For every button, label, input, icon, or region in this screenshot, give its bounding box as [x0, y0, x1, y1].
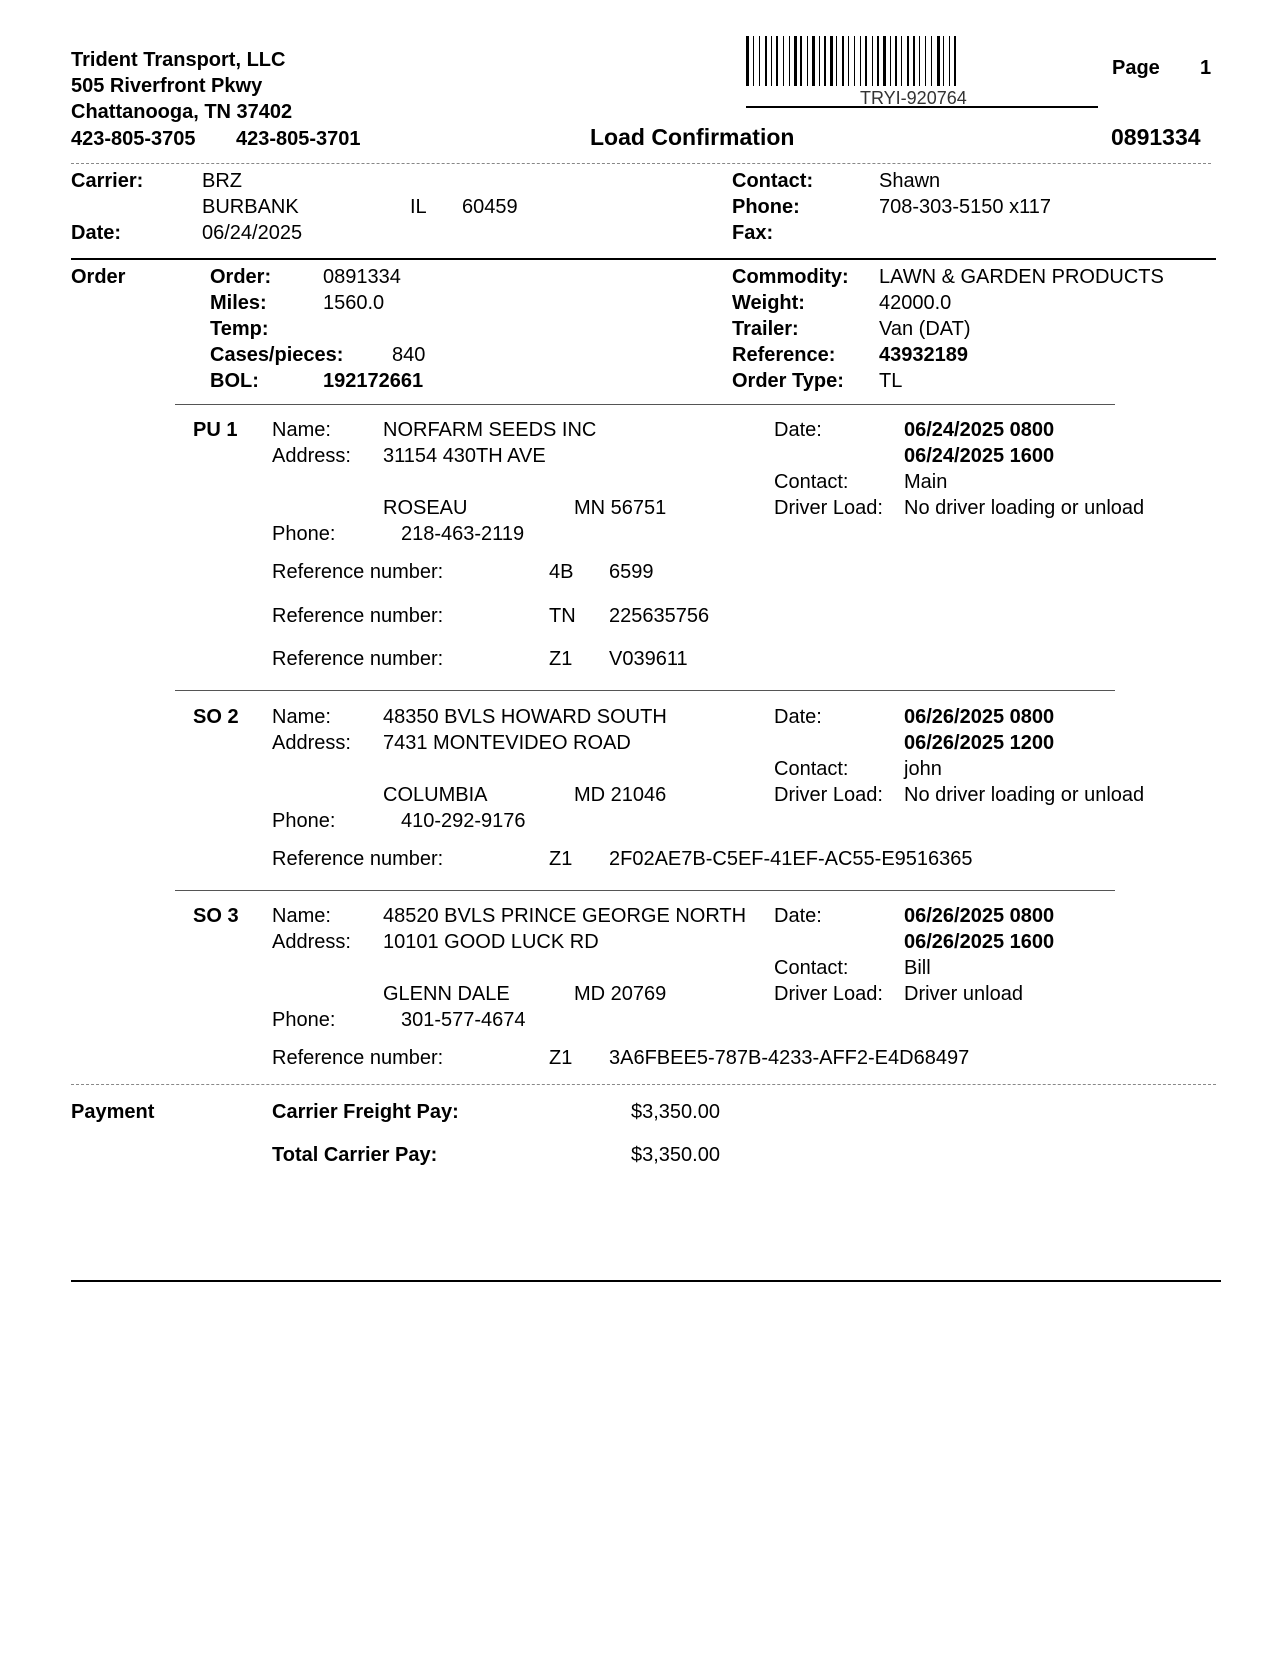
reference-qualifier: Z1 [549, 848, 573, 870]
stop-code: SO 2 [193, 706, 239, 728]
page-label: Page [1112, 57, 1160, 79]
reference-qualifier: 4B [549, 561, 574, 583]
cases-label: Cases/pieces: [210, 344, 344, 366]
stop-code: PU 1 [193, 419, 238, 441]
contact-label: Contact: [732, 170, 814, 192]
date-label: Date: [774, 419, 822, 441]
total-pay-label: Total Carrier Pay: [272, 1144, 438, 1166]
stop-name: NORFARM SEEDS INC [383, 419, 597, 441]
carrier-phone: 708-303-5150 x117 [879, 196, 1051, 218]
stop-date-start: 06/26/2025 0800 [904, 706, 1055, 728]
barcode [746, 36, 1098, 86]
order-label: Order: [210, 266, 272, 288]
stop-date-end: 06/26/2025 1600 [904, 931, 1055, 953]
date-label: Date: [774, 905, 822, 927]
document-title: Load Confirmation [590, 124, 795, 150]
reference-value: 225635756 [609, 605, 710, 627]
payment-divider [71, 1084, 1216, 1085]
stop-date-start: 06/26/2025 0800 [904, 905, 1055, 927]
date-label: Date: [71, 222, 122, 244]
contact-label: Contact: [774, 957, 849, 979]
carrier-code: BRZ [202, 170, 242, 192]
stop-driver-load: Driver unload [904, 983, 1023, 1005]
order-section-label: Order [71, 266, 126, 288]
driver-load-label: Driver Load: [774, 784, 883, 806]
trailer-label: Trailer: [732, 318, 799, 340]
date-label: Date: [774, 706, 822, 728]
footer-divider [71, 1280, 1221, 1282]
phone-label: Phone: [272, 1009, 336, 1031]
stop-date-end: 06/26/2025 1200 [904, 732, 1055, 754]
order-type-label: Order Type: [732, 370, 844, 392]
carrier-date: 06/24/2025 [202, 222, 303, 244]
trailer-value: Van (DAT) [879, 318, 971, 340]
reference-qualifier: Z1 [549, 1047, 573, 1069]
stop-phone: 410-292-9176 [401, 810, 526, 832]
reference-number-label: Reference number: [272, 605, 444, 627]
company-name: Trident Transport, LLC [71, 49, 286, 71]
stop-address: 10101 GOOD LUCK RD [383, 931, 599, 953]
reference-number-label: Reference number: [272, 561, 444, 583]
commodity-value: LAWN & GARDEN PRODUCTS [879, 266, 1164, 288]
bol-label: BOL: [210, 370, 259, 392]
carrier-state: IL [410, 196, 427, 218]
weight-label: Weight: [732, 292, 805, 314]
reference-qualifier: Z1 [549, 648, 573, 670]
stop-driver-load: No driver loading or unload [904, 784, 1145, 806]
order-number: 0891334 [323, 266, 401, 288]
stop-address: 31154 430TH AVE [383, 445, 546, 467]
bol-value: 192172661 [323, 370, 424, 392]
page-number: 1 [1200, 57, 1212, 79]
stop-city: COLUMBIA [383, 784, 488, 806]
stop-contact: Bill [904, 957, 931, 979]
stop-date-start: 06/24/2025 0800 [904, 419, 1055, 441]
reference-number-label: Reference number: [272, 1047, 444, 1069]
name-label: Name: [272, 905, 331, 927]
reference-qualifier: TN [549, 605, 576, 627]
stop-date-end: 06/24/2025 1600 [904, 445, 1055, 467]
stop-name: 48350 BVLS HOWARD SOUTH [383, 706, 667, 728]
address-label: Address: [272, 732, 351, 754]
barcode-text: TRYI-920764 [860, 88, 967, 108]
address-label: Address: [272, 931, 351, 953]
carrier-city: BURBANK [202, 196, 299, 218]
freight-pay-label: Carrier Freight Pay: [272, 1101, 459, 1123]
name-label: Name: [272, 706, 331, 728]
reference-value: 43932189 [879, 344, 968, 366]
phone-label: Phone: [272, 523, 336, 545]
carrier-label: Carrier: [71, 170, 144, 192]
driver-load-label: Driver Load: [774, 497, 883, 519]
reference-value: V039611 [609, 648, 688, 670]
company-phone-1: 423-805-3705 [71, 128, 196, 150]
order-type-value: TL [879, 370, 903, 392]
stop-phone: 218-463-2119 [401, 523, 525, 545]
reference-label: Reference: [732, 344, 836, 366]
contact-label: Contact: [774, 758, 849, 780]
miles-label: Miles: [210, 292, 267, 314]
fax-label: Fax: [732, 222, 774, 244]
temp-label: Temp: [210, 318, 269, 340]
stop-driver-load: No driver loading or unload [904, 497, 1145, 519]
stop-state-zip: MD 21046 [574, 784, 667, 806]
phone-label: Phone: [272, 810, 336, 832]
carrier-contact: Shawn [879, 170, 941, 192]
stop-state-zip: MN 56751 [574, 497, 667, 519]
phone-label: Phone: [732, 196, 800, 218]
stop-contact: Main [904, 471, 948, 493]
stop-city: ROSEAU [383, 497, 468, 519]
company-street: 505 Riverfront Pkwy [71, 75, 263, 97]
driver-load-label: Driver Load: [774, 983, 883, 1005]
commodity-label: Commodity: [732, 266, 849, 288]
company-city: Chattanooga, TN 37402 [71, 101, 293, 123]
carrier-divider [71, 258, 1216, 260]
document-number: 0891334 [1111, 124, 1201, 150]
cases-value: 840 [392, 344, 426, 366]
stop-city: GLENN DALE [383, 983, 510, 1005]
miles-value: 1560.0 [323, 292, 385, 314]
stop-code: SO 3 [193, 905, 239, 927]
reference-value: 6599 [609, 561, 654, 583]
reference-number-label: Reference number: [272, 848, 444, 870]
stop-phone: 301-577-4674 [401, 1009, 526, 1031]
order-divider [175, 404, 1115, 405]
stop-state-zip: MD 20769 [574, 983, 667, 1005]
company-phone-2: 423-805-3701 [236, 128, 361, 150]
payment-section-label: Payment [71, 1101, 155, 1123]
stop-address: 7431 MONTEVIDEO ROAD [383, 732, 631, 754]
reference-value: 3A6FBEE5-787B-4233-AFF2-E4D68497 [609, 1047, 970, 1069]
address-label: Address: [272, 445, 351, 467]
name-label: Name: [272, 419, 331, 441]
reference-value: 2F02AE7B-C5EF-41EF-AC55-E9516365 [609, 848, 973, 870]
contact-label: Contact: [774, 471, 849, 493]
stop-contact: john [904, 758, 942, 780]
header-divider [71, 163, 1211, 164]
total-pay-value: $3,350.00 [631, 1144, 720, 1166]
reference-number-label: Reference number: [272, 648, 444, 670]
freight-pay-value: $3,350.00 [631, 1101, 720, 1123]
stop-name: 48520 BVLS PRINCE GEORGE NORTH [383, 905, 747, 927]
carrier-zip: 60459 [462, 196, 518, 218]
stop-divider [175, 690, 1115, 691]
weight-value: 42000.0 [879, 292, 952, 314]
stop-divider [175, 890, 1115, 891]
